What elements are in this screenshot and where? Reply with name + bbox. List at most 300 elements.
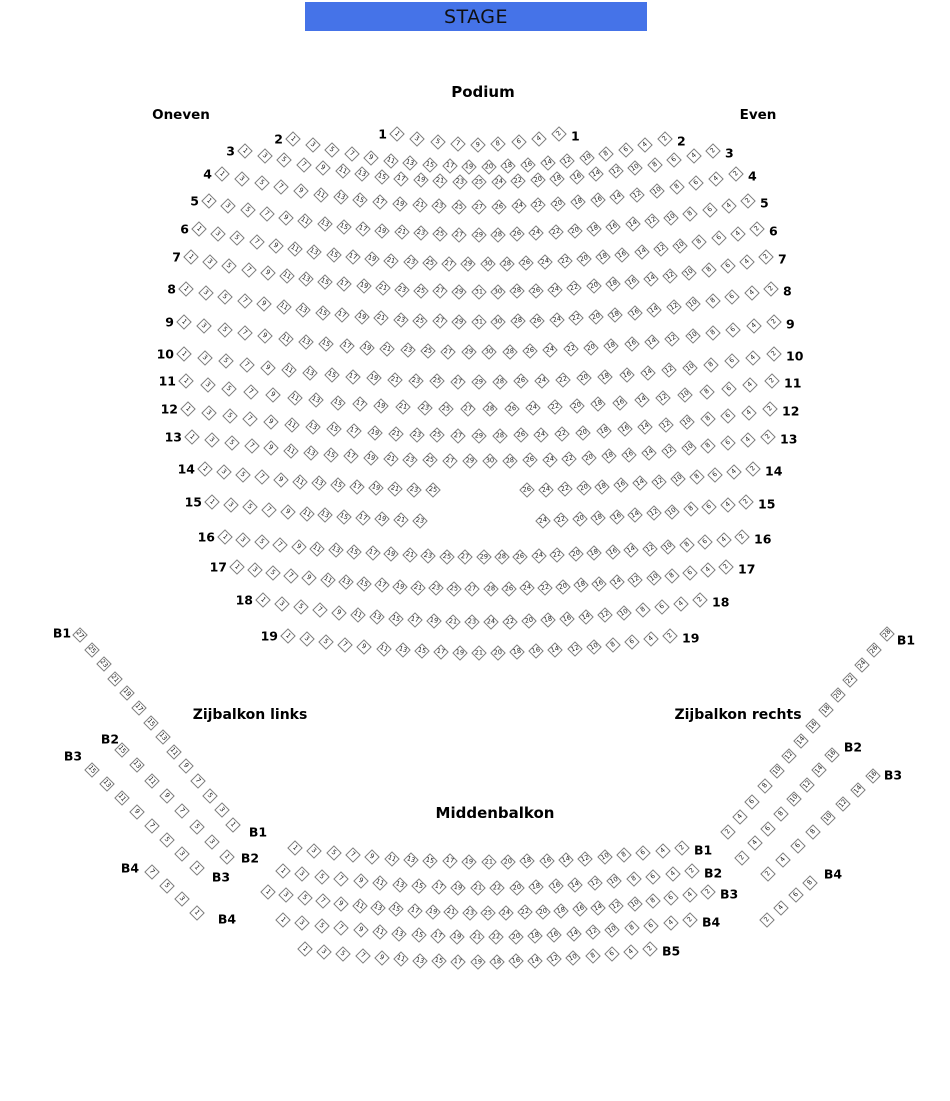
seat[interactable] — [295, 866, 311, 882]
seat[interactable] — [575, 425, 591, 441]
seat[interactable] — [423, 853, 439, 869]
seat[interactable] — [720, 824, 736, 840]
seat[interactable] — [554, 426, 570, 442]
seat[interactable] — [728, 166, 744, 182]
seat[interactable] — [432, 284, 448, 300]
seat[interactable] — [628, 572, 644, 588]
seat[interactable] — [338, 637, 354, 653]
seat[interactable] — [299, 506, 315, 522]
seat[interactable] — [509, 284, 525, 300]
seat[interactable] — [491, 174, 507, 190]
seat[interactable] — [159, 788, 175, 804]
seat[interactable] — [682, 360, 698, 376]
seat[interactable] — [598, 369, 614, 385]
seat[interactable] — [389, 126, 405, 142]
seat[interactable] — [413, 226, 429, 242]
seat[interactable] — [180, 401, 196, 417]
seat[interactable] — [374, 578, 390, 594]
seat[interactable] — [200, 377, 216, 393]
seat[interactable] — [660, 539, 676, 555]
seat[interactable] — [310, 541, 326, 557]
seat[interactable] — [591, 510, 607, 526]
seat[interactable] — [417, 400, 433, 416]
seat[interactable] — [708, 467, 724, 483]
seat[interactable] — [492, 428, 508, 444]
seat[interactable] — [663, 210, 679, 226]
seat[interactable] — [217, 529, 233, 545]
seat[interactable] — [609, 509, 625, 525]
seat[interactable] — [330, 395, 346, 411]
seat[interactable] — [366, 371, 382, 387]
seat[interactable] — [645, 869, 661, 885]
seat[interactable] — [522, 453, 538, 469]
seat[interactable] — [388, 426, 404, 442]
seat[interactable] — [700, 884, 716, 900]
seat[interactable] — [683, 502, 699, 518]
seat[interactable] — [368, 480, 384, 496]
seat[interactable] — [624, 336, 640, 352]
seat[interactable] — [705, 293, 721, 309]
seat[interactable] — [143, 715, 159, 731]
seat[interactable] — [189, 819, 205, 835]
seat[interactable] — [603, 338, 619, 354]
seat[interactable] — [318, 634, 334, 650]
seat[interactable] — [760, 821, 776, 837]
seat[interactable] — [284, 443, 300, 459]
seat[interactable] — [353, 874, 369, 890]
seat[interactable] — [501, 581, 517, 597]
seat[interactable] — [623, 944, 639, 960]
seat[interactable] — [430, 928, 446, 944]
seat[interactable] — [299, 631, 315, 647]
seat[interactable] — [374, 398, 390, 414]
seat[interactable] — [644, 334, 660, 350]
seat[interactable] — [214, 802, 230, 818]
seat[interactable] — [331, 605, 347, 621]
seat[interactable] — [303, 445, 319, 461]
seat[interactable] — [548, 224, 564, 240]
seat[interactable] — [642, 541, 658, 557]
seat[interactable] — [627, 160, 643, 176]
seat[interactable] — [587, 546, 603, 562]
seat[interactable] — [745, 794, 761, 810]
seat[interactable] — [190, 773, 206, 789]
seat[interactable] — [577, 371, 593, 387]
seat[interactable] — [726, 322, 742, 338]
seat[interactable] — [191, 221, 207, 237]
seat[interactable] — [508, 954, 524, 970]
seat[interactable] — [422, 157, 438, 173]
seat[interactable] — [291, 539, 307, 555]
seat[interactable] — [425, 483, 441, 499]
seat[interactable] — [412, 513, 428, 529]
seat[interactable] — [579, 150, 595, 166]
seat[interactable] — [408, 373, 424, 389]
seat[interactable] — [689, 176, 705, 192]
seat[interactable] — [217, 322, 233, 338]
seat[interactable] — [451, 227, 467, 243]
seat[interactable] — [604, 946, 620, 962]
seat[interactable] — [529, 644, 545, 660]
seat[interactable] — [268, 238, 284, 254]
seat[interactable] — [749, 221, 765, 237]
seat[interactable] — [264, 441, 280, 457]
seat[interactable] — [483, 581, 499, 597]
seat[interactable] — [297, 891, 313, 907]
seat[interactable] — [355, 221, 371, 237]
seat[interactable] — [491, 199, 507, 215]
seat[interactable] — [265, 565, 281, 581]
seat[interactable] — [204, 834, 220, 850]
seat[interactable] — [598, 146, 614, 162]
seat[interactable] — [84, 762, 100, 778]
seat[interactable] — [812, 762, 828, 778]
seat[interactable] — [311, 476, 327, 492]
seat[interactable] — [617, 421, 633, 437]
seat[interactable] — [528, 879, 544, 895]
seat[interactable] — [174, 803, 190, 819]
seat[interactable] — [654, 599, 670, 615]
seat[interactable] — [450, 137, 466, 153]
seat[interactable] — [721, 408, 737, 424]
seat[interactable] — [605, 544, 621, 560]
seat[interactable] — [374, 223, 390, 239]
seat[interactable] — [242, 499, 258, 515]
seat[interactable] — [550, 548, 566, 564]
seat[interactable] — [738, 494, 754, 510]
seat[interactable] — [353, 192, 369, 208]
seat[interactable] — [159, 878, 175, 894]
seat[interactable] — [513, 428, 529, 444]
seat[interactable] — [452, 284, 468, 300]
seat[interactable] — [590, 900, 606, 916]
seat[interactable] — [353, 923, 369, 939]
seat[interactable] — [223, 497, 239, 513]
seat[interactable] — [426, 613, 442, 629]
seat[interactable] — [328, 543, 344, 559]
seat[interactable] — [410, 580, 426, 596]
seat[interactable] — [318, 508, 334, 524]
seat[interactable] — [319, 336, 335, 352]
seat[interactable] — [842, 672, 858, 688]
seat[interactable] — [745, 350, 761, 366]
seat[interactable] — [551, 126, 567, 142]
seat[interactable] — [610, 574, 626, 590]
seat[interactable] — [375, 280, 391, 296]
seat[interactable] — [335, 164, 351, 180]
seat[interactable] — [445, 614, 461, 630]
seat[interactable] — [559, 611, 575, 627]
seat[interactable] — [412, 197, 428, 213]
seat[interactable] — [732, 809, 748, 825]
seat[interactable] — [439, 549, 455, 565]
seat[interactable] — [363, 450, 379, 466]
seat[interactable] — [432, 227, 448, 243]
seat[interactable] — [462, 905, 478, 921]
seat[interactable] — [661, 443, 677, 459]
seat[interactable] — [657, 131, 673, 147]
seat[interactable] — [618, 142, 634, 158]
seat[interactable] — [854, 657, 870, 673]
seat[interactable] — [346, 544, 362, 560]
seat[interactable] — [392, 579, 408, 595]
seat[interactable] — [349, 479, 365, 495]
seat[interactable] — [724, 289, 740, 305]
seat[interactable] — [624, 921, 640, 937]
seat[interactable] — [820, 810, 836, 826]
seat[interactable] — [705, 325, 721, 341]
seat[interactable] — [393, 513, 409, 529]
seat[interactable] — [384, 851, 400, 867]
seat[interactable] — [679, 414, 695, 430]
seat[interactable] — [256, 296, 272, 312]
seat[interactable] — [788, 888, 804, 904]
seat[interactable] — [519, 580, 535, 596]
seat[interactable] — [703, 357, 719, 373]
seat[interactable] — [649, 183, 665, 199]
seat[interactable] — [542, 452, 558, 468]
seat[interactable] — [518, 255, 534, 271]
seat[interactable] — [428, 580, 444, 596]
seat[interactable] — [119, 686, 135, 702]
seat[interactable] — [278, 210, 294, 226]
seat[interactable] — [239, 357, 255, 373]
seat[interactable] — [511, 198, 527, 214]
seat[interactable] — [615, 247, 631, 263]
seat[interactable] — [740, 432, 756, 448]
seat[interactable] — [247, 562, 263, 578]
seat[interactable] — [500, 854, 516, 870]
seat[interactable] — [685, 328, 701, 344]
seat[interactable] — [645, 893, 661, 909]
seat[interactable] — [790, 838, 806, 854]
seat[interactable] — [547, 927, 563, 943]
seat[interactable] — [258, 328, 274, 344]
seat[interactable] — [643, 272, 659, 288]
seat[interactable] — [635, 602, 651, 618]
seat[interactable] — [412, 953, 428, 969]
seat[interactable] — [726, 464, 742, 480]
seat[interactable] — [354, 309, 370, 325]
seat[interactable] — [395, 399, 411, 415]
seat[interactable] — [470, 880, 486, 896]
seat[interactable] — [563, 341, 579, 357]
seat[interactable] — [470, 954, 486, 970]
seat[interactable] — [420, 343, 436, 359]
seat[interactable] — [176, 314, 192, 330]
seat[interactable] — [609, 898, 625, 914]
seat[interactable] — [144, 818, 160, 834]
seat[interactable] — [509, 645, 525, 661]
seat[interactable] — [383, 153, 399, 169]
seat[interactable] — [490, 137, 506, 153]
seat[interactable] — [293, 183, 309, 199]
seat[interactable] — [337, 277, 353, 293]
seat[interactable] — [383, 547, 399, 563]
seat[interactable] — [370, 900, 386, 916]
seat[interactable] — [411, 927, 427, 943]
seat[interactable] — [354, 166, 370, 182]
seat[interactable] — [773, 806, 789, 822]
seat[interactable] — [642, 941, 658, 957]
seat[interactable] — [595, 249, 611, 265]
seat[interactable] — [786, 791, 802, 807]
seat[interactable] — [442, 453, 458, 469]
seat[interactable] — [721, 198, 737, 214]
seat[interactable] — [625, 216, 641, 232]
seat[interactable] — [531, 548, 547, 564]
seat[interactable] — [218, 354, 234, 370]
seat[interactable] — [402, 548, 418, 564]
seat[interactable] — [295, 915, 311, 931]
seat[interactable] — [451, 314, 467, 330]
seat[interactable] — [805, 824, 821, 840]
seat[interactable] — [766, 346, 782, 362]
seat[interactable] — [489, 954, 505, 970]
seat[interactable] — [326, 845, 342, 861]
seat[interactable] — [347, 423, 363, 439]
seat[interactable] — [501, 159, 517, 175]
seat[interactable] — [605, 637, 621, 653]
seat[interactable] — [393, 952, 409, 968]
seat[interactable] — [178, 281, 194, 297]
seat[interactable] — [284, 417, 300, 433]
seat[interactable] — [409, 427, 425, 443]
seat[interactable] — [197, 461, 213, 477]
seat[interactable] — [96, 656, 112, 672]
seat[interactable] — [230, 230, 246, 246]
seat[interactable] — [677, 387, 693, 403]
seat[interactable] — [320, 572, 336, 588]
seat[interactable] — [308, 393, 324, 409]
seat[interactable] — [254, 535, 270, 551]
seat[interactable] — [237, 325, 253, 341]
seat[interactable] — [316, 944, 332, 960]
seat[interactable] — [429, 374, 445, 390]
seat[interactable] — [597, 849, 613, 865]
seat[interactable] — [591, 576, 607, 592]
seat[interactable] — [802, 875, 818, 891]
seat[interactable] — [720, 435, 736, 451]
seat[interactable] — [374, 169, 390, 185]
seat[interactable] — [312, 602, 328, 618]
seat[interactable] — [444, 905, 460, 921]
seat[interactable] — [605, 219, 621, 235]
seat[interactable] — [305, 419, 321, 435]
seat[interactable] — [333, 921, 349, 937]
seat[interactable] — [425, 904, 441, 920]
seat[interactable] — [278, 331, 294, 347]
seat[interactable] — [519, 483, 535, 499]
seat[interactable] — [323, 447, 339, 463]
seat[interactable] — [724, 354, 740, 370]
seat[interactable] — [338, 574, 354, 590]
seat[interactable] — [229, 559, 245, 575]
seat[interactable] — [818, 703, 834, 719]
seat[interactable] — [764, 373, 780, 389]
seat[interactable] — [572, 511, 588, 527]
seat[interactable] — [519, 854, 535, 870]
seat[interactable] — [740, 193, 756, 209]
seat[interactable] — [373, 311, 389, 327]
seat[interactable] — [450, 428, 466, 444]
seat[interactable] — [394, 282, 410, 298]
seat[interactable] — [307, 843, 323, 859]
seat[interactable] — [588, 166, 604, 182]
seat[interactable] — [682, 912, 698, 928]
seat[interactable] — [682, 206, 698, 222]
seat[interactable] — [504, 401, 520, 417]
seat[interactable] — [442, 159, 458, 175]
seat[interactable] — [204, 494, 220, 510]
seat[interactable] — [510, 314, 526, 330]
seat[interactable] — [522, 343, 538, 359]
seat[interactable] — [108, 671, 124, 687]
seat[interactable] — [488, 929, 504, 945]
seat[interactable] — [578, 609, 594, 625]
seat[interactable] — [720, 497, 736, 513]
seat[interactable] — [530, 172, 546, 188]
seat[interactable] — [303, 365, 319, 381]
seat[interactable] — [403, 155, 419, 171]
seat[interactable] — [623, 543, 639, 559]
seat[interactable] — [275, 912, 291, 928]
seat[interactable] — [554, 903, 570, 919]
seat[interactable] — [646, 570, 662, 586]
seat[interactable] — [336, 946, 352, 962]
seat[interactable] — [260, 884, 276, 900]
seat[interactable] — [305, 137, 321, 153]
seat[interactable] — [502, 453, 518, 469]
seat[interactable] — [210, 226, 226, 242]
seat[interactable] — [758, 249, 774, 265]
seat[interactable] — [219, 849, 235, 865]
seat[interactable] — [601, 448, 617, 464]
seat[interactable] — [255, 592, 271, 608]
seat[interactable] — [184, 429, 200, 445]
seat[interactable] — [556, 372, 572, 388]
seat[interactable] — [534, 373, 550, 389]
seat[interactable] — [461, 344, 477, 360]
seat[interactable] — [557, 253, 573, 269]
seat[interactable] — [529, 313, 545, 329]
seat[interactable] — [576, 251, 592, 267]
seat[interactable] — [216, 464, 232, 480]
seat[interactable] — [400, 342, 416, 358]
seat[interactable] — [508, 929, 524, 945]
seat[interactable] — [586, 221, 602, 237]
seat[interactable] — [702, 202, 718, 218]
seat[interactable] — [588, 309, 604, 325]
seat[interactable] — [557, 481, 573, 497]
seat[interactable] — [226, 817, 242, 833]
seat[interactable] — [549, 171, 565, 187]
seat[interactable] — [636, 845, 652, 861]
seat[interactable] — [84, 642, 100, 658]
seat[interactable] — [222, 408, 238, 424]
seat[interactable] — [716, 532, 732, 548]
seat[interactable] — [480, 256, 496, 272]
seat[interactable] — [762, 401, 778, 417]
seat[interactable] — [825, 747, 841, 763]
seat[interactable] — [643, 631, 659, 647]
seat[interactable] — [632, 476, 648, 492]
seat[interactable] — [471, 374, 487, 390]
seat[interactable] — [554, 512, 570, 528]
seat[interactable] — [430, 134, 446, 150]
seat[interactable] — [700, 412, 716, 428]
seat[interactable] — [663, 915, 679, 931]
